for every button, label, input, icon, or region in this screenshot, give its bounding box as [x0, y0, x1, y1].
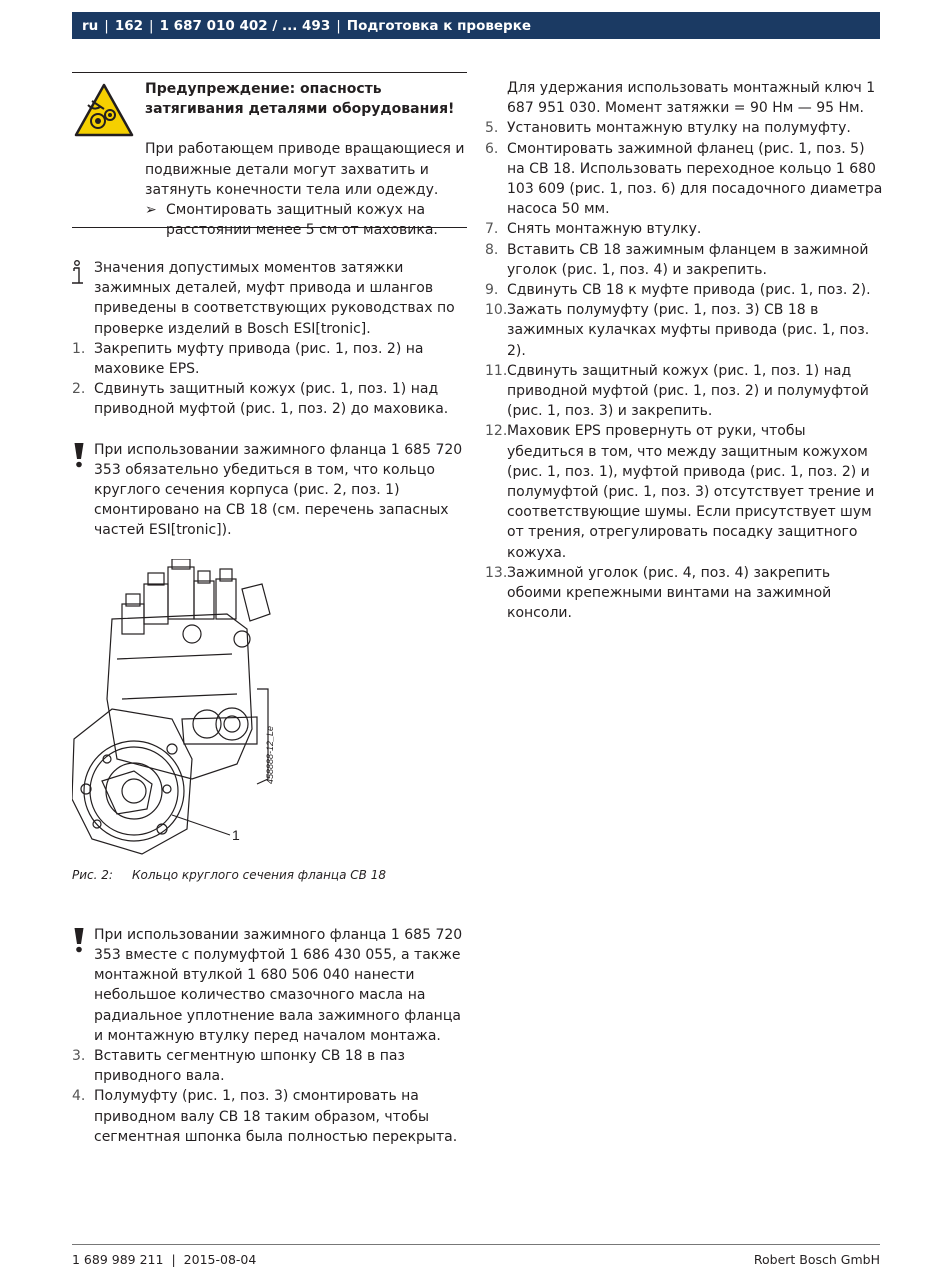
step-number: 12.: [485, 423, 508, 440]
step-number: 1.: [72, 340, 86, 357]
list-item: [485, 240, 885, 280]
info-icon: [70, 260, 88, 286]
step-text: Вставить CB 18 зажимным фланцем в зажимной уголок (рис. 1, поз. 4) и закрепить.: [507, 241, 869, 278]
list-item: [72, 379, 467, 419]
step-text: Снять монтажную втулку.: [507, 221, 702, 238]
list-item: [72, 1046, 467, 1086]
list-item: [485, 361, 885, 422]
header-lang: ru: [82, 17, 99, 34]
pump-illustration: [72, 559, 372, 859]
list-item: [485, 563, 885, 624]
list-item: [485, 219, 885, 239]
step-text: Установить монтажную втулку на полумуфту.: [507, 120, 851, 137]
list-item: [72, 339, 467, 379]
exclamation-icon: [70, 927, 88, 953]
warning-action: [145, 200, 467, 240]
info-note-text: Значения допустимых моментов затяжки зажимных деталей, муфт привода и шлангов приведены в соответствующих руководствах по проверке изделий в Bosch ESI[tronic].: [94, 260, 455, 337]
entanglement-warning-icon: [74, 83, 134, 137]
step-text: Смонтировать зажимной фланец (рис. 1, поз. 5) на CB 18. Использовать переходное кольцо 1 680 103 609 (рис. 1, поз. 6) для посадочного диаметра насоса 50 мм.: [507, 140, 883, 218]
exclamation-icon: [70, 442, 88, 468]
warning-box: [72, 72, 467, 239]
header-separator: |: [104, 17, 109, 34]
footer-date: 2015-08-04: [183, 1252, 257, 1267]
header-separator: |: [149, 17, 154, 34]
header-page-number: 162: [114, 17, 144, 34]
list-item: [485, 421, 885, 562]
caution-note-text: При использовании зажимного фланца 1 685 720 353 вместе с полумуфтой 1 686 430 055, а также монтажной втулкой 1 680 506 040 нанести небольшое количество смазочного масла на радиальное уплотнение вала зажимного фланца и монтажную втулку перед началом монтажа.: [94, 926, 463, 1044]
footer-doc-number: 1 689 989 211: [72, 1252, 164, 1267]
list-item: [485, 139, 885, 220]
caption-text: Кольцо круглого сечения фланца CB 18: [132, 867, 386, 882]
header-doc-number: 1 687 010 402 / ... 493: [159, 17, 331, 34]
footer-left: [72, 1252, 256, 1267]
step-number: 4.: [72, 1088, 86, 1105]
step-number: 9.: [485, 282, 499, 299]
footer-separator: |: [171, 1252, 176, 1267]
step-number: 8.: [485, 241, 499, 258]
right-intro-text: Для удержания использовать монтажный ключ 1 687 951 030. Момент затяжки = 90 Нм — 95 Нм.: [507, 80, 876, 117]
step-number: 13.: [485, 564, 508, 581]
list-item: [485, 280, 885, 300]
warning-action-text: Смонтировать защитный кожух на расстоянии менее 5 см от маховика.: [166, 202, 438, 239]
footer-divider: [72, 1244, 880, 1245]
figure-image-id: 458888-12_Le: [265, 725, 275, 784]
step-text: Зажать полумуфту (рис. 1, поз. 3) CB 18 в зажимных кулачках муфты привода (рис. 1, поз. 2).: [507, 302, 870, 359]
list-item: [485, 118, 885, 138]
step-number: 6.: [485, 140, 499, 157]
figure-pump-drawing: [72, 559, 372, 859]
step-text: Полумуфту (рис. 1, поз. 3) смонтировать на приводном валу CB 18 таким образом, чтобы сегментная шпонка была полностью перекрыта.: [94, 1088, 458, 1145]
steps-list-c: [485, 118, 885, 623]
step-text: Маховик EPS провернуть от руки, чтобы убедиться в том, что между защитным кожухом (рис. 1, поз. 1), муфтой привода (рис. 1, поз. 2) и полумуфтой (рис. 1, поз. 3) отсутствует трение и соответствующие шумы. Если присутствует шум от трения, отрегулировать посадку защитного кожуха.: [507, 423, 875, 561]
step-number: 2.: [72, 381, 86, 398]
arrow-bullet-icon: ➢: [145, 202, 157, 219]
left-column: [72, 72, 467, 1147]
figure-callout-1: 1: [232, 826, 240, 843]
step-text: Закрепить муфту привода (рис. 1, поз. 2) на маховике EPS.: [94, 340, 424, 378]
footer-company: Robert Bosch GmbH: [753, 1252, 880, 1267]
caution-note-text: При использовании зажимного фланца 1 685 720 353 обязательно убедиться в том, что кольцо круглого сечения корпуса (рис. 2, поз. 1) смонтировано на CB 18 (см. перечень запасных частей ESI[tronic]).: [94, 441, 463, 539]
step-text: Сдвинуть защитный кожух (рис. 1, поз. 1) над приводной муфтой (рис. 1, поз. 2) и полумуфтой (рис. 1, поз. 3) и закрепить.: [507, 362, 869, 420]
step-number: 11.: [485, 362, 508, 379]
figure-caption: [72, 865, 467, 885]
info-note: [72, 258, 467, 339]
page-header: [72, 12, 880, 39]
steps-list-a: [72, 339, 467, 420]
step-number: 3.: [72, 1048, 86, 1065]
step-number: 10.: [485, 302, 508, 319]
caption-label: Рис. 2:: [72, 867, 113, 882]
list-item: [485, 300, 885, 361]
header-section-title: Подготовка к проверке: [346, 17, 532, 34]
caution-note-1: [72, 440, 467, 541]
step-text: Вставить сегментную шпонку CB 18 в паз приводного вала.: [94, 1048, 405, 1085]
list-item: [72, 1086, 467, 1147]
warning-title: Предупреждение: опасность затягивания деталями оборудования!: [145, 81, 455, 118]
step-text: Сдвинуть защитный кожух (рис. 1, поз. 1) над приводной муфтой (рис. 1, поз. 2) до маховика.: [94, 381, 449, 418]
step-number: 7.: [485, 221, 499, 238]
right-column: [485, 78, 885, 623]
step-text: Сдвинуть CB 18 к муфте привода (рис. 1, поз. 2).: [507, 282, 871, 299]
steps-list-b: [72, 1046, 467, 1147]
warning-text: При работающем приводе вращающиеся и подвижные детали могут захватить и затянуть конечности тела или одежду.: [145, 141, 465, 198]
header-separator: |: [336, 17, 341, 34]
step-text: Зажимной уголок (рис. 4, поз. 4) закрепить обоими крепежными винтами на зажимной консоли.: [507, 564, 832, 622]
caution-note-2: [72, 925, 467, 1046]
step-number: 5.: [485, 120, 499, 137]
